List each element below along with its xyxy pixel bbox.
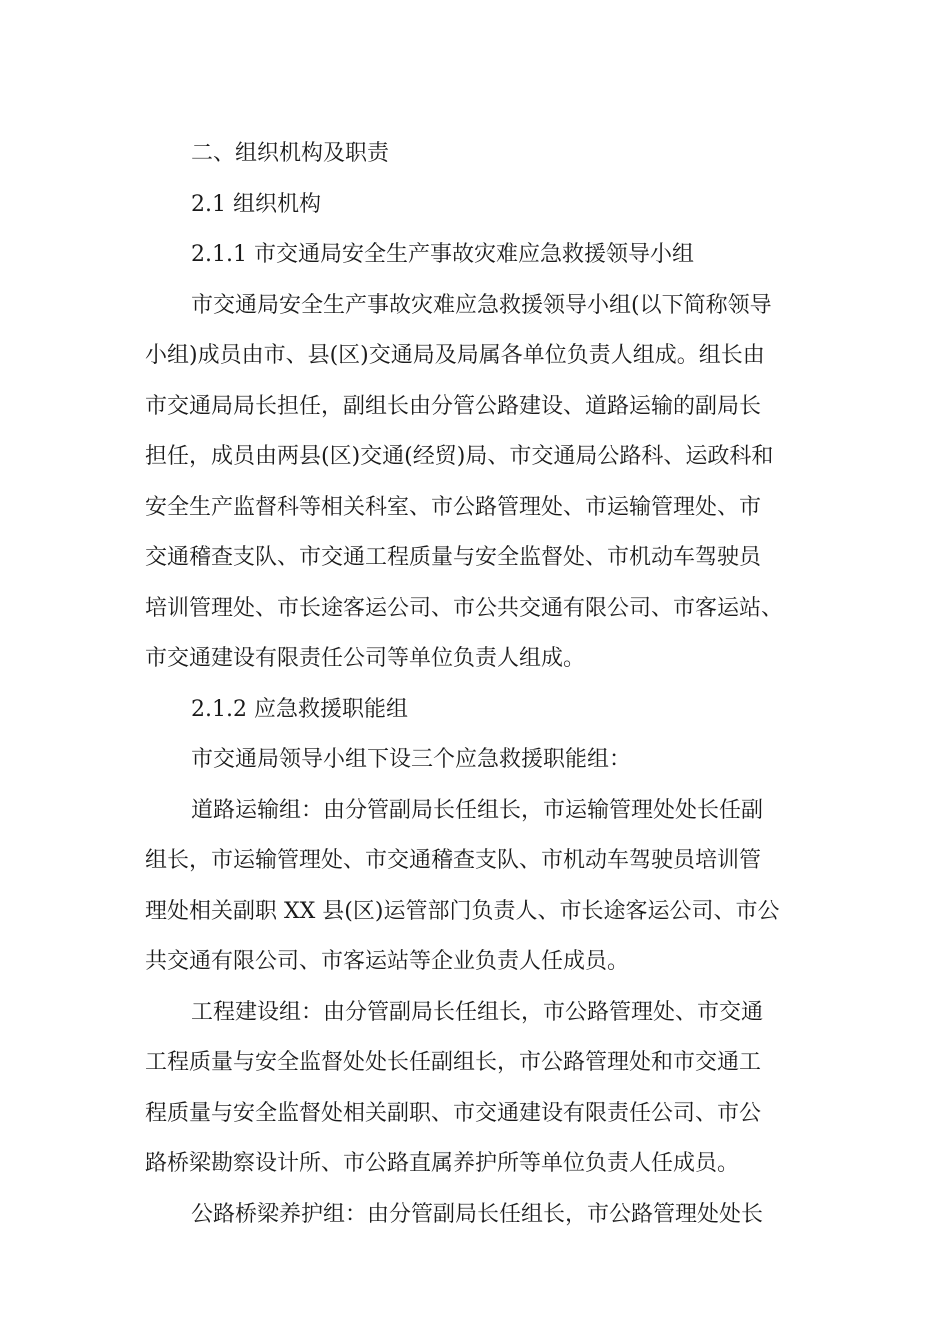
paragraph-line: 公路桥梁养护组：由分管副局长任组长，市公路管理处处长 — [191, 1201, 764, 1227]
paragraph-line: 市交通建设有限责任公司等单位负责人组成。 — [145, 646, 586, 671]
paragraph-line: 道路运输组：由分管副局长任组长，市运输管理处处长任副 — [191, 797, 764, 823]
paragraph-line: 工程建设组：由分管副局长任组长，市公路管理处、市交通 — [191, 999, 764, 1025]
paragraph-line: 市交通局领导小组下设三个应急救援职能组： — [191, 747, 632, 772]
paragraph-line: 培训管理处、市长途客运公司、市公共交通有限公司、市客运站、 — [145, 595, 784, 621]
paragraph-line: 交通稽查支队、市交通工程质量与安全监督处、市机动车驾驶员 — [145, 545, 762, 570]
subsubsection-heading: 2.1.1 市交通局安全生产事故灾难应急救援领导小组 — [191, 242, 694, 267]
paragraph-line: 共交通有限公司、市客运站等企业负责人任成员。 — [145, 949, 630, 974]
paragraph-line: 担任，成员由两县(区)交通(经贸)局、市交通局公路科、运政科和 — [145, 444, 774, 469]
paragraph-line: 组长，市运输管理处、市交通稽查支队、市机动车驾驶员培训管 — [145, 848, 762, 873]
paragraph-line: 路桥梁勘察设计所、市公路直属养护所等单位负责人任成员。 — [145, 1151, 740, 1176]
paragraph-line: 工程质量与安全监督处处长任副组长，市公路管理处和市交通工 — [145, 1050, 762, 1075]
subsubsection-heading: 2.1.2 应急救援职能组 — [191, 696, 408, 722]
paragraph-line: 市交通局局长担任，副组长由分管公路建设、道路运输的副局长 — [145, 393, 762, 419]
paragraph-line: 安全生产监督科等相关科室、市公路管理处、市运输管理处、市 — [145, 494, 762, 520]
document-body — [145, 129, 815, 1240]
paragraph-line: 市交通局安全生产事故灾难应急救援领导小组(以下简称领导 — [191, 292, 772, 318]
paragraph-line: 程质量与安全监督处相关副职、市交通建设有限责任公司、市公 — [145, 1100, 762, 1126]
paragraph-line: 小组)成员由市、县(区)交通局及局属各单位负责人组成。组长由 — [145, 343, 765, 368]
section-heading: 二、组织机构及职责 — [191, 141, 390, 166]
subsection-heading: 2.1 组织机构 — [191, 191, 321, 217]
paragraph-line: 理处相关副职 XX 县(区)运管部门负责人、市长途客运公司、市公 — [145, 898, 780, 924]
